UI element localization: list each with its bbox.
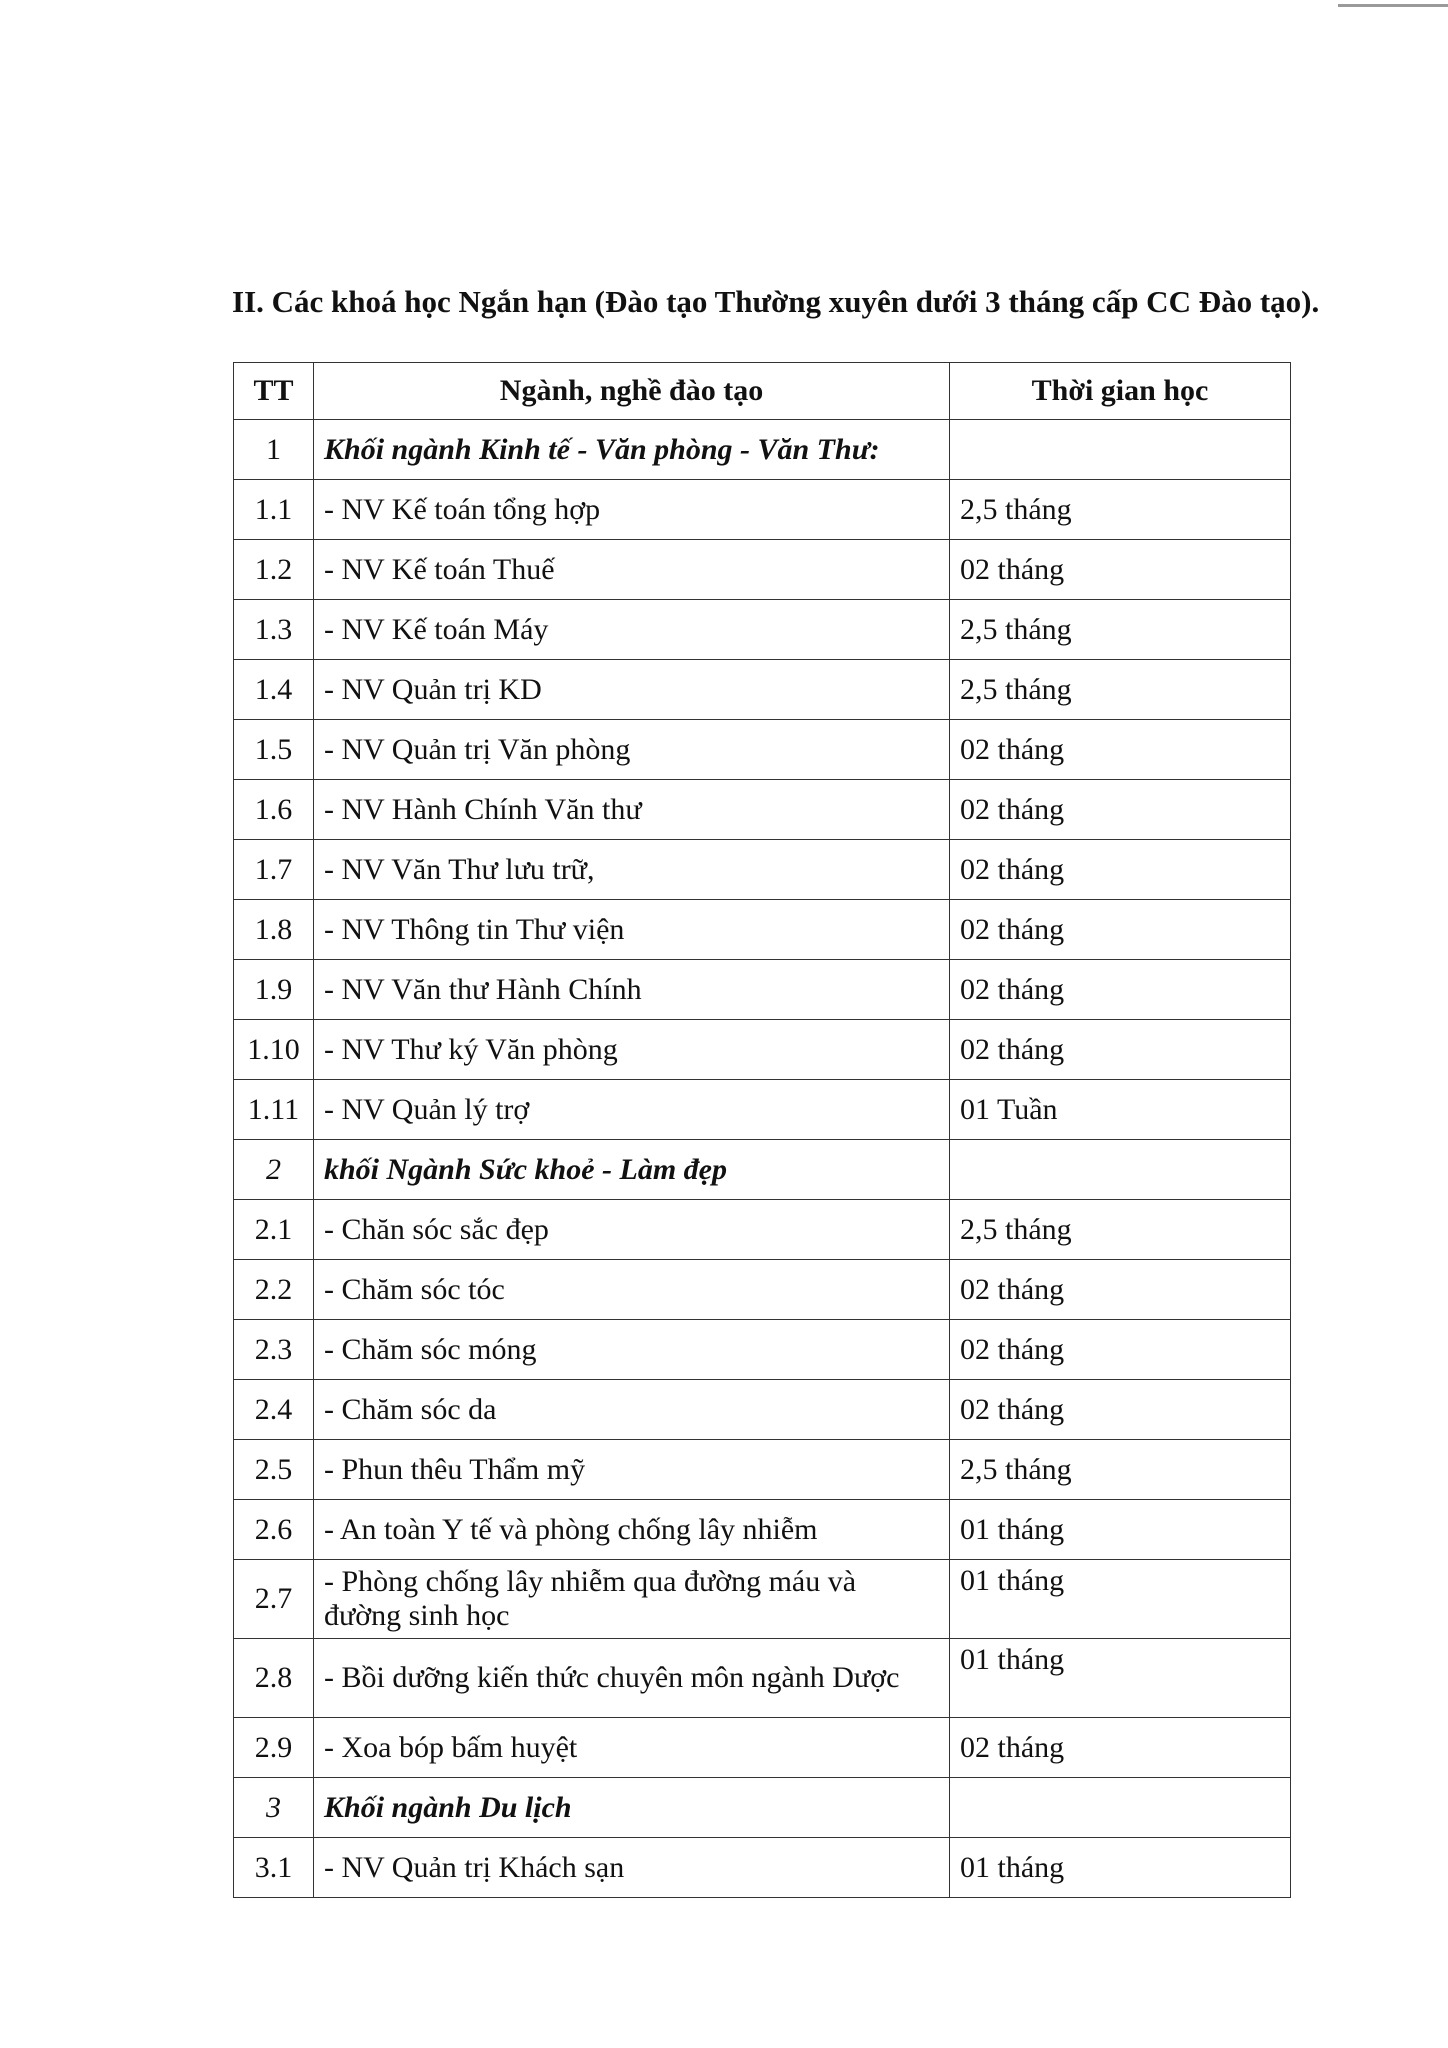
course-name: - NV Quản trị KD	[314, 660, 950, 720]
row-number: 1.1	[234, 480, 314, 540]
row-number: 1.7	[234, 840, 314, 900]
table-row	[234, 1020, 1291, 1080]
course-name: - NV Quản trị Khách sạn	[314, 1838, 950, 1898]
table-row	[234, 660, 1291, 720]
course-name: - Chăn sóc sắc đẹp	[314, 1200, 950, 1260]
row-number: 1.6	[234, 780, 314, 840]
row-number: 1.10	[234, 1020, 314, 1080]
table-group-row	[234, 420, 1291, 480]
course-name: - NV Kế toán Thuế	[314, 540, 950, 600]
course-duration: 02 tháng	[950, 960, 1291, 1020]
course-duration	[950, 1778, 1291, 1838]
row-number: 1.5	[234, 720, 314, 780]
table-row	[234, 1380, 1291, 1440]
course-duration: 2,5 tháng	[950, 1440, 1291, 1500]
row-number: 2.7	[234, 1560, 314, 1639]
course-duration: 2,5 tháng	[950, 480, 1291, 540]
course-name: - NV Văn thư Hành Chính	[314, 960, 950, 1020]
course-duration: 02 tháng	[950, 540, 1291, 600]
table-row	[234, 840, 1291, 900]
table-row	[234, 1080, 1291, 1140]
row-number: 1.3	[234, 600, 314, 660]
course-name: - NV Kế toán Máy	[314, 600, 950, 660]
table-row	[234, 600, 1291, 660]
row-number: 1	[234, 420, 314, 480]
row-number: 2.9	[234, 1718, 314, 1778]
course-duration	[950, 420, 1291, 480]
table-row	[234, 1500, 1291, 1560]
table-header-row	[234, 363, 1291, 420]
table-row	[234, 900, 1291, 960]
course-duration: 02 tháng	[950, 1320, 1291, 1380]
course-name: khối Ngành Sức khoẻ - Làm đẹp	[314, 1140, 950, 1200]
course-name: - Xoa bóp bấm huyệt	[314, 1718, 950, 1778]
course-duration: 02 tháng	[950, 720, 1291, 780]
course-name: Khối ngành Du lịch	[314, 1778, 950, 1838]
row-number: 2.6	[234, 1500, 314, 1560]
course-name: - NV Quản trị Văn phòng	[314, 720, 950, 780]
course-duration: 01 Tuần	[950, 1080, 1291, 1140]
course-name: - NV Hành Chính Văn thư	[314, 780, 950, 840]
table-row	[234, 1260, 1291, 1320]
row-number: 2.4	[234, 1380, 314, 1440]
table-body	[234, 420, 1291, 1898]
row-number: 1.2	[234, 540, 314, 600]
row-number: 2	[234, 1140, 314, 1200]
course-duration: 2,5 tháng	[950, 1200, 1291, 1260]
table-row	[234, 1440, 1291, 1500]
header-course-name: Ngành, nghề đào tạo	[314, 363, 950, 420]
course-duration: 02 tháng	[950, 900, 1291, 960]
course-name: - NV Kế toán tổng hợp	[314, 480, 950, 540]
course-duration: 01 tháng	[950, 1639, 1291, 1718]
course-duration: 02 tháng	[950, 1718, 1291, 1778]
table-row	[234, 1200, 1291, 1260]
course-name: - NV Thông tin Thư viện	[314, 900, 950, 960]
row-number: 3.1	[234, 1838, 314, 1898]
course-name: - Phòng chống lây nhiễm qua đường máu và đường sinh học	[314, 1560, 950, 1639]
course-name: - NV Văn Thư lưu trữ,	[314, 840, 950, 900]
row-number: 2.3	[234, 1320, 314, 1380]
header-tt: TT	[234, 363, 314, 420]
table-row	[234, 540, 1291, 600]
course-name: - Chăm sóc tóc	[314, 1260, 950, 1320]
row-number: 2.2	[234, 1260, 314, 1320]
course-duration: 2,5 tháng	[950, 600, 1291, 660]
table-row	[234, 1838, 1291, 1898]
course-name: - Bồi dưỡng kiến thức chuyên môn ngành Dược	[314, 1639, 950, 1718]
row-number: 3	[234, 1778, 314, 1838]
table-row	[234, 1320, 1291, 1380]
course-duration: 02 tháng	[950, 1260, 1291, 1320]
table-group-row	[234, 1778, 1291, 1838]
course-duration: 2,5 tháng	[950, 660, 1291, 720]
row-number: 1.9	[234, 960, 314, 1020]
row-number: 1.8	[234, 900, 314, 960]
course-duration: 02 tháng	[950, 1380, 1291, 1440]
course-duration: 02 tháng	[950, 780, 1291, 840]
table-row	[234, 1560, 1291, 1639]
course-duration: 02 tháng	[950, 1020, 1291, 1080]
course-name: - Chăm sóc móng	[314, 1320, 950, 1380]
course-name: Khối ngành Kinh tế - Văn phòng - Văn Thư:	[314, 420, 950, 480]
table-row	[234, 960, 1291, 1020]
table-row	[234, 1639, 1291, 1718]
course-duration: 01 tháng	[950, 1560, 1291, 1639]
header-duration: Thời gian học	[950, 363, 1291, 420]
row-number: 2.5	[234, 1440, 314, 1500]
course-name: - Phun thêu Thẩm mỹ	[314, 1440, 950, 1500]
scan-edge-mark	[1338, 4, 1448, 7]
table-group-row	[234, 1140, 1291, 1200]
section-heading: II. Các khoá học Ngắn hạn (Đào tạo Thường xuyên dưới 3 tháng cấp CC Đào tạo).	[232, 284, 1320, 319]
table-row	[234, 1718, 1291, 1778]
table-row	[234, 480, 1291, 540]
table-row	[234, 780, 1291, 840]
row-number: 1.4	[234, 660, 314, 720]
course-name: - Chăm sóc da	[314, 1380, 950, 1440]
row-number: 1.11	[234, 1080, 314, 1140]
course-duration: 01 tháng	[950, 1500, 1291, 1560]
courses-table	[233, 362, 1291, 1898]
row-number: 2.1	[234, 1200, 314, 1260]
table-row	[234, 720, 1291, 780]
course-name: - NV Thư ký Văn phòng	[314, 1020, 950, 1080]
course-name: - An toàn Y tế và phòng chống lây nhiễm	[314, 1500, 950, 1560]
row-number: 2.8	[234, 1639, 314, 1718]
course-duration	[950, 1140, 1291, 1200]
course-duration: 02 tháng	[950, 840, 1291, 900]
course-duration: 01 tháng	[950, 1838, 1291, 1898]
course-name: - NV Quản lý trợ	[314, 1080, 950, 1140]
